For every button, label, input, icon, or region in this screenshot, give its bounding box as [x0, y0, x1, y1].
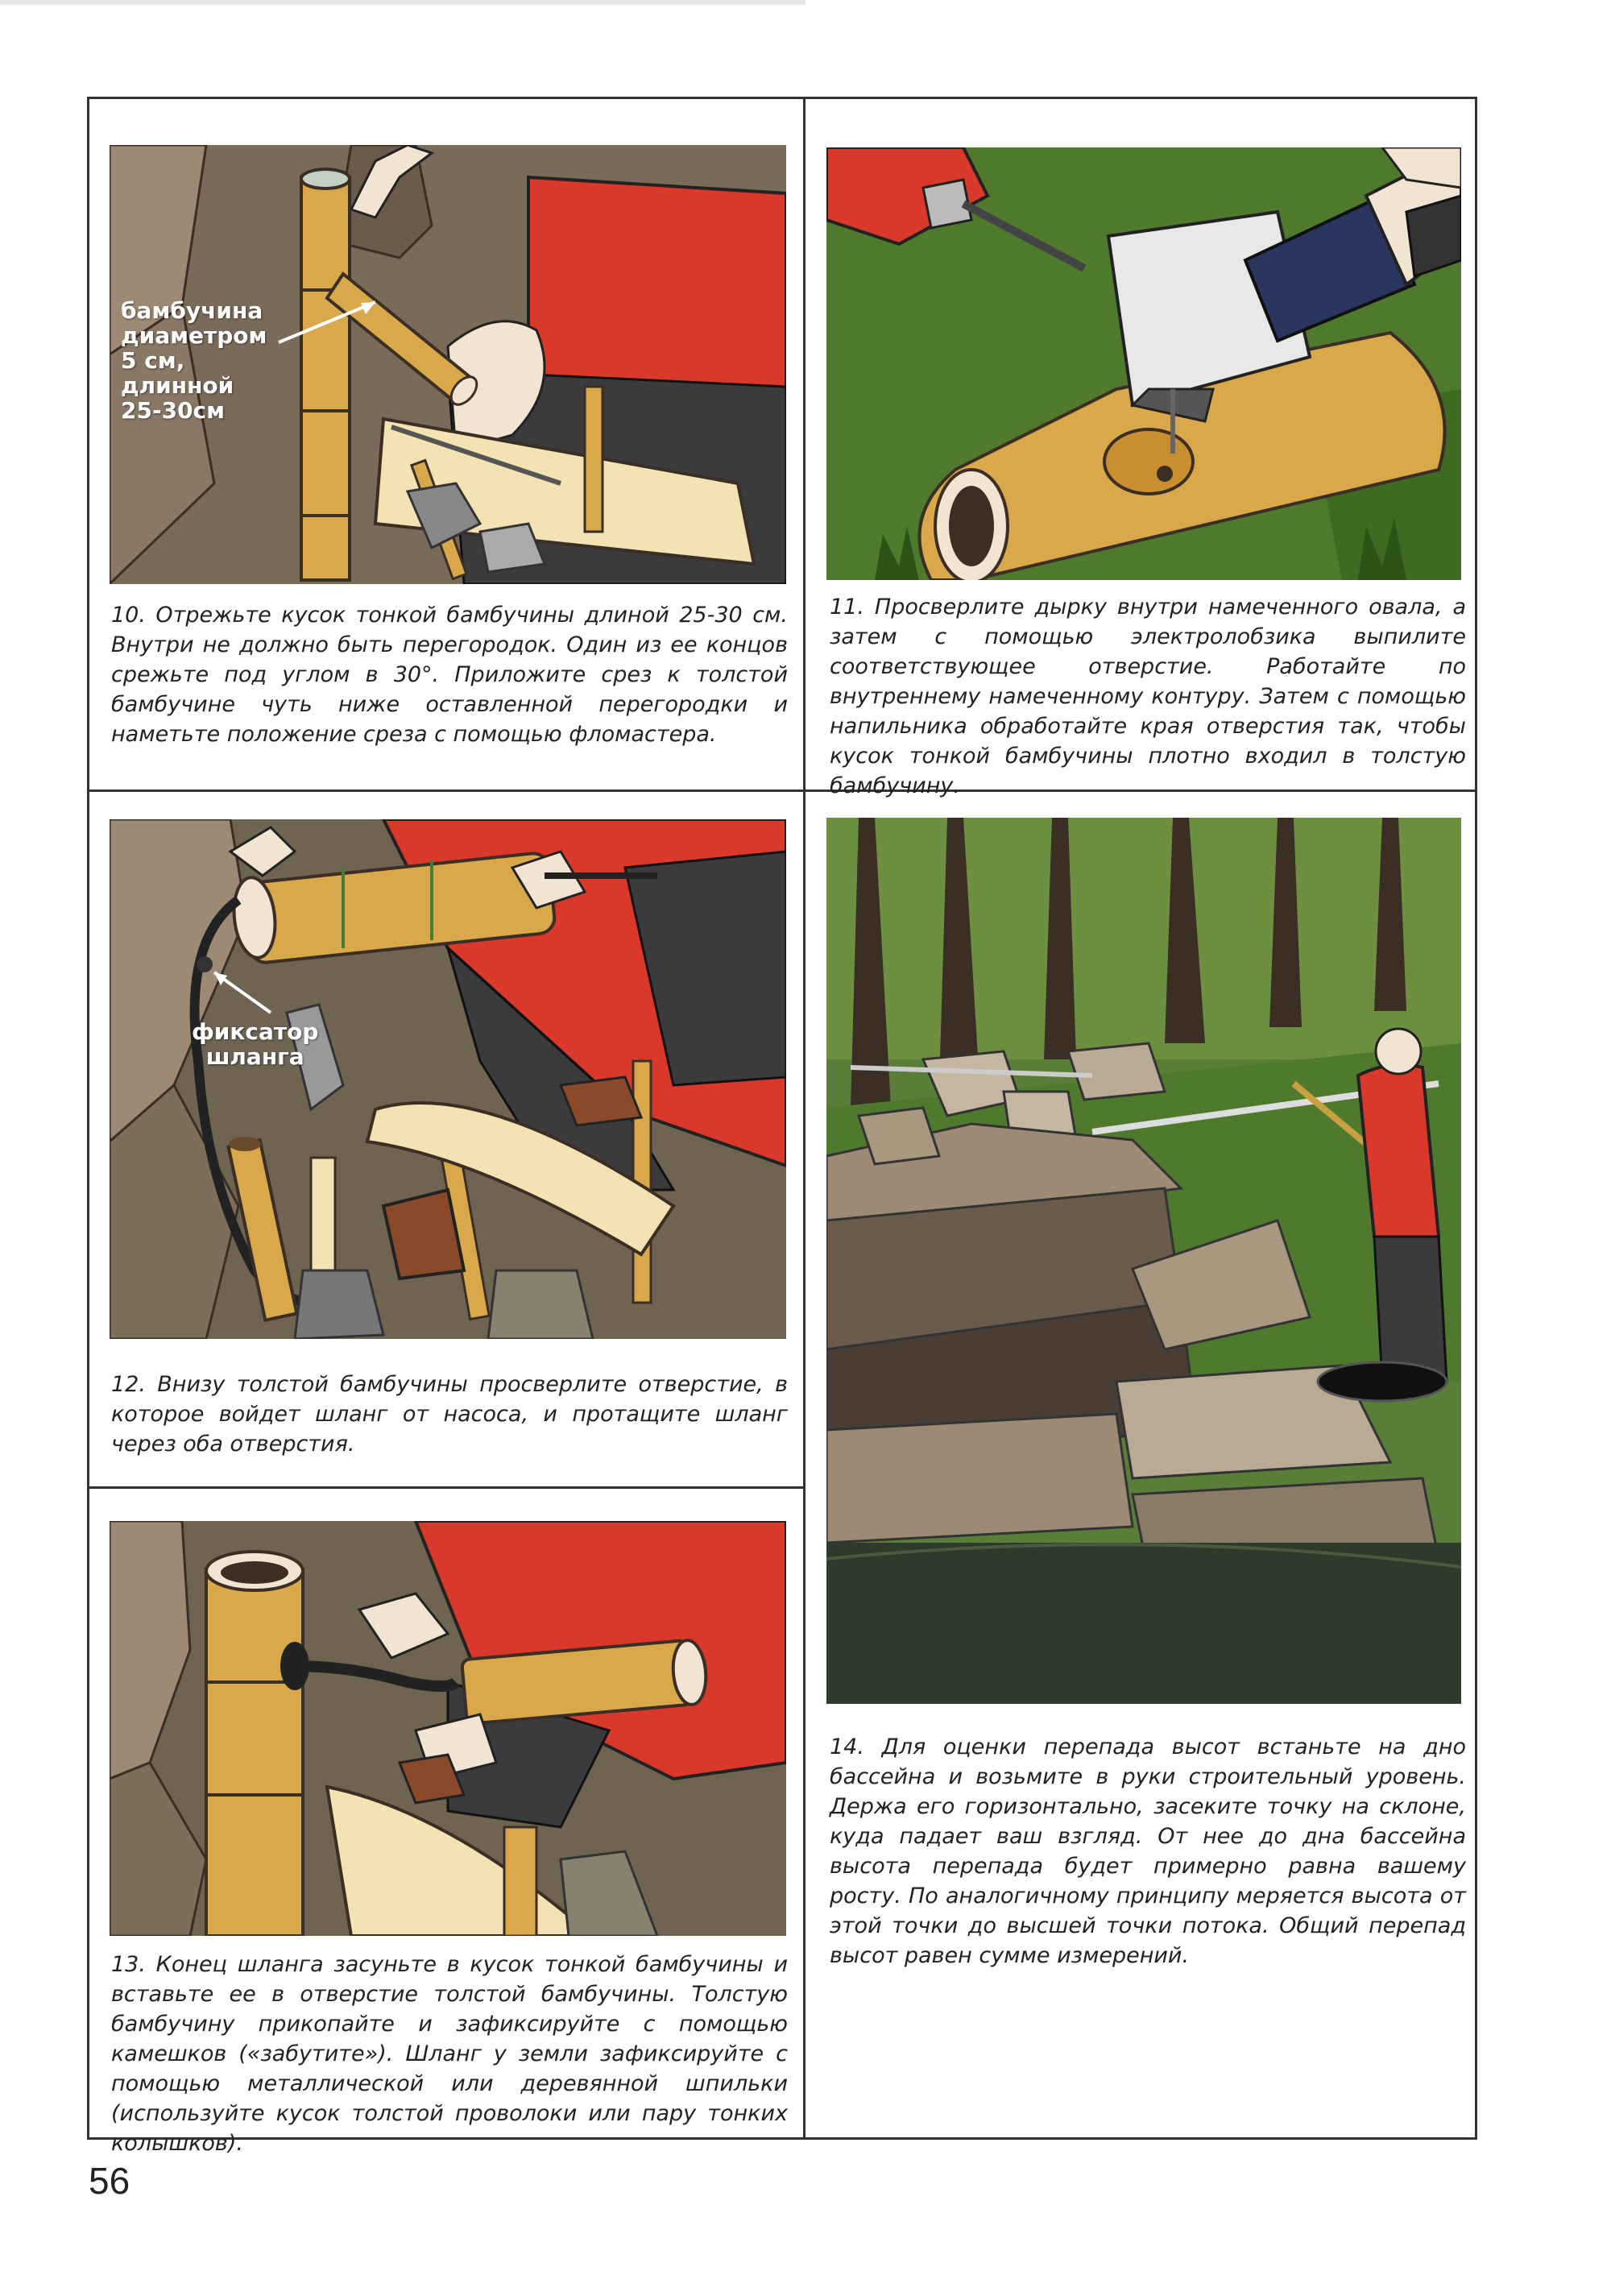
callout-line: фиксатор — [192, 1018, 319, 1045]
caption-step-12: 12. Внизу толстой бамбучины просверлите отверстие, в которое войдет шланг от насоса, и протащите шланг через оба отверстия. — [111, 1372, 788, 1457]
row-divider-lower-left — [87, 1486, 806, 1489]
callout-line: 5 см, — [121, 347, 185, 374]
callout-line: 25-30см — [121, 397, 226, 424]
callout-line: диаметром — [121, 322, 267, 349]
callout-line: длинной — [121, 372, 234, 399]
top-rule — [0, 0, 806, 5]
illustration-step-11 — [826, 147, 1461, 580]
callout-line: бамбучина — [121, 297, 263, 324]
caption-step-13: 13. Конец шланга засуньте в кусок тонкой бамбучины и вставьте ее в отверстие толстой бамбучины. Толстую бамбучину прикопайте и зафиксируйте с помощью камешков («забутите»). Шланг у земли зафиксируйте с помощью металлической или деревянной шпильки (используйте кусок толстой проволоки или пару тонких колышков). — [111, 1952, 788, 2156]
page-number: 56 — [89, 2160, 130, 2202]
callout-step-12 — [192, 1019, 318, 1069]
column-divider — [803, 97, 806, 2140]
callout-line: шланга — [205, 1043, 304, 1070]
caption-step-14: 14. Для оценки перепада высот встаньте на дно бассейна и возьмите в руки строительный уровень. Держа его горизонтально, засеките точку на склоне, куда падает ваш взгляд. От нее до дна бассейна высота перепада будет примерно равна вашему росту. По аналогичному принципу меряется высота от этой точки до высшей точки потока. Общий перепад высот равен сумме измерений. — [830, 1734, 1466, 1968]
illustration-step-13 — [110, 1521, 786, 1936]
callout-step-10 — [121, 298, 267, 423]
caption-step-10: 10. Отрежьте кусок тонкой бамбучины длиной 25-30 см. Внутри не должно быть перегородок. Один из ее концов срежьте под углом в 30°. Приложите срез к толстой бамбучине чуть ниже оставленной перегородки и наметьте положение среза с помощью фломастера. — [111, 603, 788, 747]
illustration-step-12 — [110, 819, 786, 1339]
caption-step-11: 11. Просверлите дырку внутри намеченного овала, а затем с помощью электролобзика выпилите соответствующее отверстие. Работайте по внутреннему намеченному контуру. Затем с помощью напильника обработайте края отверстия так, чтобы кусок тонкой бамбучины плотно входил в толстую бамбучину. — [830, 595, 1466, 798]
illustration-step-14 — [826, 818, 1461, 1704]
